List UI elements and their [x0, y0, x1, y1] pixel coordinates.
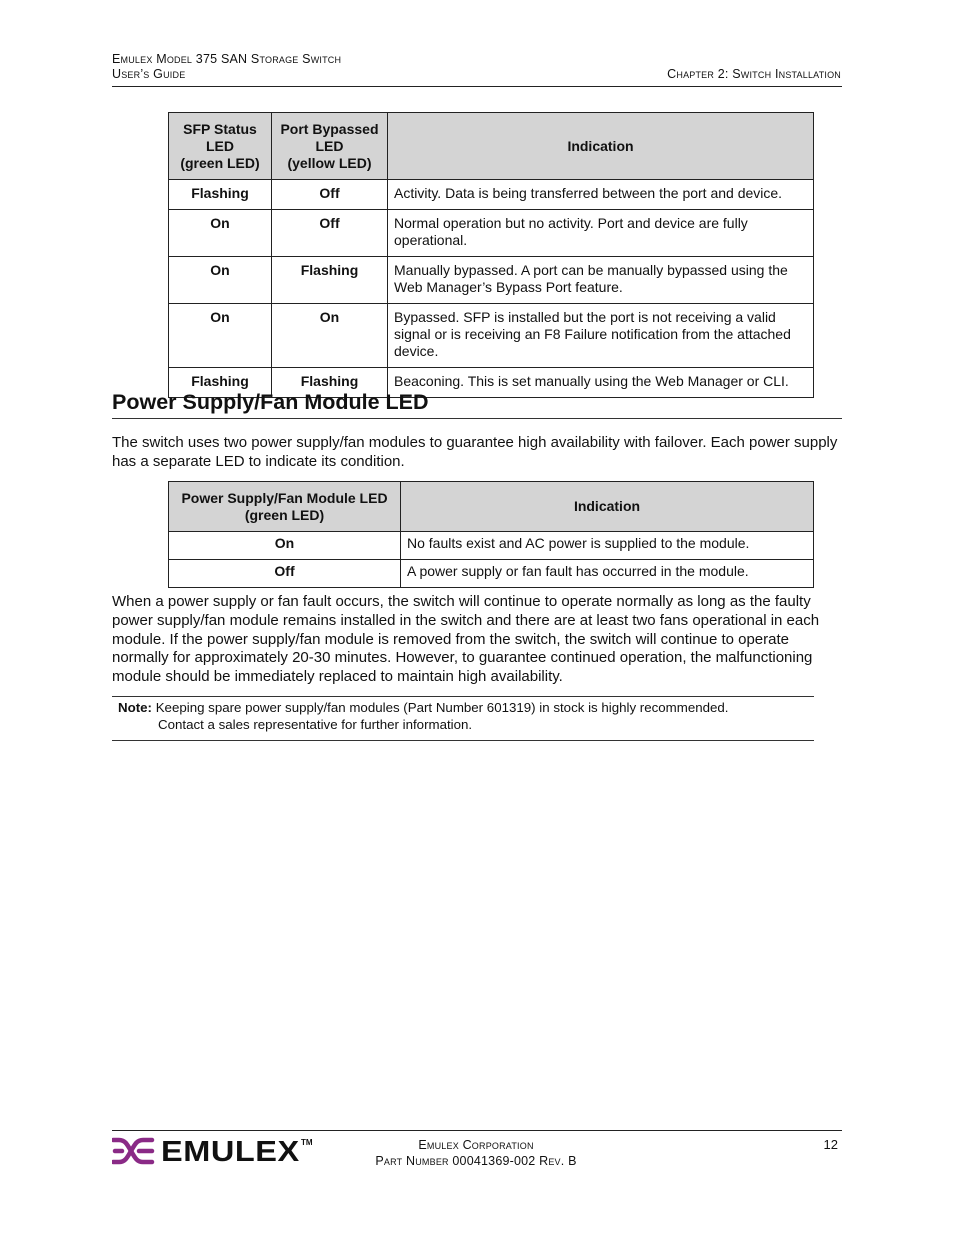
column-header-power-supply-led: [169, 482, 401, 532]
port-bypassed-cell: Off: [272, 180, 388, 210]
table-row: [169, 560, 814, 588]
sfp-status-cell: On: [169, 257, 272, 304]
indication-cell: Bypassed. SFP is installed but the port is not receiving a valid signal or is receiving an F8 Failure notification from the attached device.: [388, 304, 814, 368]
header-line: Indication: [573, 498, 641, 514]
sfp-status-cell: Flashing: [169, 180, 272, 210]
intro-paragraph: The switch uses two power supply/fan modules to guarantee high availability with failover. Each power supply has a separate LED to indicate its condition.: [112, 434, 838, 470]
trademark-symbol: TM: [301, 1138, 313, 1147]
indication-cell: A power supply or fan fault has occurred in the module.: [401, 560, 814, 588]
header-line: SFP Status: [183, 120, 257, 137]
indication-cell: Normal operation but no activity. Port and device are fully operational.: [388, 210, 814, 257]
led-state-cell: Off: [169, 560, 401, 588]
table-row: [169, 180, 814, 210]
header-line: (green LED): [244, 506, 325, 523]
table-row: [169, 257, 814, 304]
footer-rule: [112, 1130, 842, 1131]
note-text-line2: Contact a sales representative for further information.: [158, 717, 473, 732]
header-line: LED: [206, 137, 234, 154]
indication-cell: Beaconing. This is set manually using the Web Manager or CLI.: [388, 368, 814, 398]
footer-part-number: Part Number 00041369-002 Rev. B: [375, 1154, 577, 1168]
table-row: [169, 210, 814, 257]
led-state-cell: On: [169, 532, 401, 560]
table-header-row: [169, 113, 814, 180]
footer-company: Emulex Corporation: [418, 1138, 534, 1152]
table-row: [169, 304, 814, 368]
sfp-status-cell: On: [169, 304, 272, 368]
sfp-status-cell: Flashing: [169, 368, 272, 398]
column-header-port-bypassed: [272, 113, 388, 180]
footer-center: [330, 1137, 622, 1169]
sfp-led-table: [168, 112, 814, 398]
header-line: LED: [315, 137, 344, 154]
note-box: [112, 696, 814, 741]
header-subtitle: User’s Guide: [112, 67, 186, 81]
header-rule: [112, 86, 842, 87]
column-header-indication: [388, 113, 814, 180]
port-bypassed-cell: Flashing: [272, 257, 388, 304]
section-rule: [112, 418, 842, 419]
table-row: [169, 532, 814, 560]
column-header-sfp-status: [169, 113, 272, 180]
section-title: Power Supply/Fan Module LED: [112, 390, 429, 414]
indication-cell: Activity. Data is being transferred between the port and device.: [388, 180, 814, 210]
header-line: Indication: [567, 137, 634, 154]
fault-paragraph: When a power supply or fan fault occurs, the switch will continue to operate normally as long as the faulty power supply/fan module remains installed in the switch and there are at least two fans operational in each module. If the power supply/fan module is removed from the switch, the switch will continue to operate normally for approximately 20-30 minutes. However, to guarantee continued operation, the malfunctioning module should be immediately replaced to maintain high availability.: [112, 593, 820, 686]
sfp-status-cell: On: [169, 210, 272, 257]
running-header-left: [112, 52, 341, 82]
header-title: Emulex Model 375 SAN Storage Switch: [112, 52, 342, 66]
emulex-logo: [112, 1134, 312, 1168]
header-line: Port Bypassed: [280, 120, 379, 137]
header-line: (green LED): [180, 154, 260, 171]
header-line: (yellow LED): [287, 154, 372, 171]
port-bypassed-cell: On: [272, 304, 388, 368]
note-line-1: [118, 700, 729, 716]
note-label: Note:: [118, 700, 152, 715]
emulex-mark-icon: [112, 1134, 158, 1168]
port-bypassed-cell: Off: [272, 210, 388, 257]
port-bypassed-cell: Flashing: [272, 368, 388, 398]
header-line: Power Supply/Fan Module LED: [181, 489, 388, 506]
power-supply-led-table: [168, 481, 814, 588]
note-text-line1: Keeping spare power supply/fan modules (Part Number 601319) in stock is highly recommended.: [155, 700, 729, 715]
table-header-row: [169, 482, 814, 532]
page-number: 12: [823, 1137, 838, 1152]
running-header-chapter: Chapter 2: Switch Installation: [667, 67, 841, 81]
column-header-indication: [401, 482, 814, 532]
logo-wordmark: EMULEX: [161, 1136, 300, 1168]
indication-cell: No faults exist and AC power is supplied to the module.: [401, 532, 814, 560]
indication-cell: Manually bypassed. A port can be manually bypassed using the Web Manager’s Bypass Port feature.: [388, 257, 814, 304]
